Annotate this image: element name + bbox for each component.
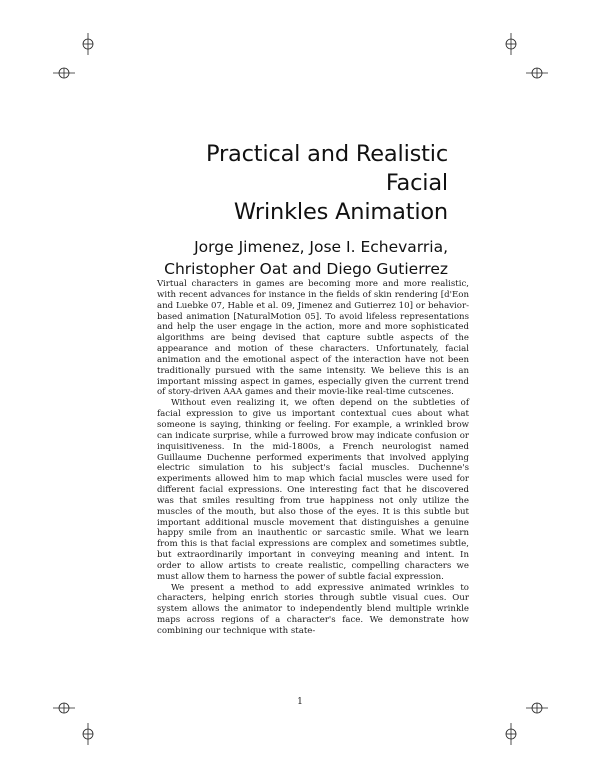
title-line-1: Practical and Realistic Facial bbox=[205, 141, 448, 196]
paragraph: Virtual characters in games are becoming more and more realistic, with recent advances for instance in the fields of skin rendering [d'Eon and Luebke 07, Hable et al. 09, Jimenez and Gutierrez 10] or behavior-based animation [NaturalMotion 05]. To avoid lifeless representations and help the user engage in the action, more and more sophisticated algorithms are being devised that capture subtle aspects of the appearance and motion of these characters. Unfortunately, facial animation and the emotional aspect of the interaction have not been traditionally pursued with the same intensity. We believe this is an important missing aspect in games, especially given the current trend of story-driven AAA games and their movie-like real-time cutscenes. bbox=[157, 279, 469, 398]
registration-mark-icon bbox=[526, 62, 548, 84]
page-number: 1 bbox=[297, 697, 303, 707]
author-list bbox=[150, 236, 448, 280]
authors-line-2: Christopher Oat and Diego Gutierrez bbox=[164, 260, 448, 278]
registration-mark-icon bbox=[500, 723, 522, 745]
registration-mark-icon bbox=[77, 33, 99, 55]
title-line-2: Wrinkles Animation bbox=[233, 199, 448, 225]
authors-line-1: Jorge Jimenez, Jose I. Echevarria, bbox=[194, 238, 448, 256]
paragraph: Without even realizing it, we often depend on the subtleties of facial expression to give us important contextual cues about what someone is saying, thinking or feeling. For example, a wrinkled brow can indicate surprise, while a furrowed brow may indicate confusion or inquisitiveness. In the mid-1800s, a French neurologist named Guillaume Duchenne performed experiments that involved applying electric simulation to his subject's facial muscles. Duchenne's experiments allowed him to map which facial muscles were used for different facial expressions. One interesting fact that he discovered was that smiles resulting from true happiness not only utilize the muscles of the mouth, but also those of the eyes. It is this subtle but important additional muscle movement that distinguishes a genuine happy smile from an inauthentic or sarcastic smile. What we learn from this is that facial expressions are complex and sometimes subtle, but extraordinarily important in conveying meaning and intent. In order to allow artists to create realistic, compelling characters we must allow them to harness the power of subtle facial expression. bbox=[157, 398, 469, 582]
paragraph: We present a method to add expressive animated wrinkles to characters, helping enrich stories through subtle visual cues. Our system allows the animator to independently blend multiple wrinkle maps across regions of a character's face. We demonstrate how combining our technique with state- bbox=[157, 582, 469, 636]
body-text bbox=[157, 279, 469, 637]
registration-mark-icon bbox=[77, 723, 99, 745]
title-block bbox=[150, 140, 448, 280]
registration-mark-icon bbox=[53, 62, 75, 84]
paper-title bbox=[150, 140, 448, 227]
registration-mark-icon bbox=[500, 33, 522, 55]
